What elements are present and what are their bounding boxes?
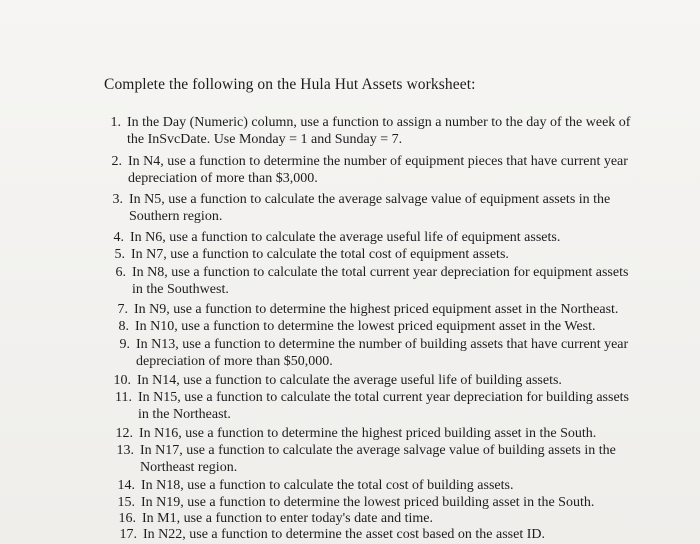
item-number: 9.	[119, 337, 130, 352]
item-text: In N18, use a function to calculate the total cost of building assets.	[141, 478, 514, 493]
instruction-item-2	[111, 153, 628, 187]
instruction-item-4	[113, 229, 561, 246]
item-text: In N4, use a function to determine the number of equipment pieces that have current year depreciation of more than $3,000.	[128, 154, 628, 186]
instruction-item-8	[118, 318, 596, 335]
item-text: In N8, use a function to calculate the total current year depreciation for equipment assets in the Southwest.	[132, 265, 629, 297]
instruction-item-17	[119, 526, 546, 543]
item-number: 11.	[115, 390, 132, 405]
item-number: 17.	[119, 527, 137, 542]
item-number: 2.	[111, 154, 122, 169]
instruction-item-15	[117, 494, 595, 511]
item-number: 1.	[110, 115, 121, 130]
item-number: 16.	[118, 511, 136, 526]
instruction-item-9	[119, 336, 629, 370]
instruction-item-13	[116, 442, 616, 476]
instruction-item-11	[115, 389, 629, 423]
item-text: In N14, use a function to calculate the average useful life of building assets.	[137, 373, 562, 388]
instruction-item-3	[112, 191, 611, 225]
instructions-heading: Complete the following on the Hula Hut Assets worksheet:	[104, 76, 476, 93]
item-number: 10.	[113, 373, 131, 388]
instruction-item-12	[115, 425, 597, 442]
instruction-item-6	[115, 264, 629, 298]
item-number: 3.	[112, 192, 123, 207]
item-number: 5.	[114, 247, 125, 262]
item-text: In N19, use a function to determine the lowest priced building asset in the South.	[141, 495, 595, 510]
instruction-item-14	[117, 477, 514, 494]
item-text: In N15, use a function to calculate the total current year depreciation for building assets in the Northeast.	[138, 390, 629, 422]
item-number: 7.	[117, 302, 128, 317]
item-number: 8.	[118, 319, 129, 334]
item-text: In N6, use a function to calculate the average useful life of equipment assets.	[130, 230, 561, 245]
item-number: 12.	[115, 426, 133, 441]
item-number: 13.	[116, 443, 134, 458]
item-text: In N13, use a function to determine the number of building assets that have current year depreciation of more than $50,000.	[136, 337, 629, 369]
item-text: In N9, use a function to determine the highest priced equipment asset in the Northeast.	[134, 302, 619, 317]
item-number: 6.	[115, 265, 126, 280]
item-text: In M1, use a function to enter today's date and time.	[142, 511, 433, 526]
item-number: 15.	[117, 495, 135, 510]
item-text: In N5, use a function to calculate the average salvage value of equipment assets in the Southern region.	[129, 192, 611, 224]
instruction-item-10	[113, 372, 562, 389]
instruction-item-5	[114, 246, 509, 263]
instruction-item-16	[118, 510, 433, 527]
item-number: 14.	[117, 478, 135, 493]
instruction-item-1	[110, 114, 631, 148]
item-text: In the Day (Numeric) column, use a function to assign a number to the day of the week of the InSvcDate. Use Monday = 1 and Sunday = 7.	[127, 115, 631, 147]
item-text: In N17, use a function to calculate the average salvage value of building assets in the Northeast region.	[140, 443, 616, 475]
item-text: In N22, use a function to determine the asset cost based on the asset ID.	[143, 527, 546, 542]
item-text: In N7, use a function to calculate the total cost of equipment assets.	[131, 247, 509, 262]
item-text: In N10, use a function to determine the lowest priced equipment asset in the West.	[135, 319, 596, 334]
instruction-item-7	[117, 301, 619, 318]
item-number: 4.	[113, 230, 124, 245]
item-text: In N16, use a function to determine the highest priced building asset in the South.	[139, 426, 597, 441]
